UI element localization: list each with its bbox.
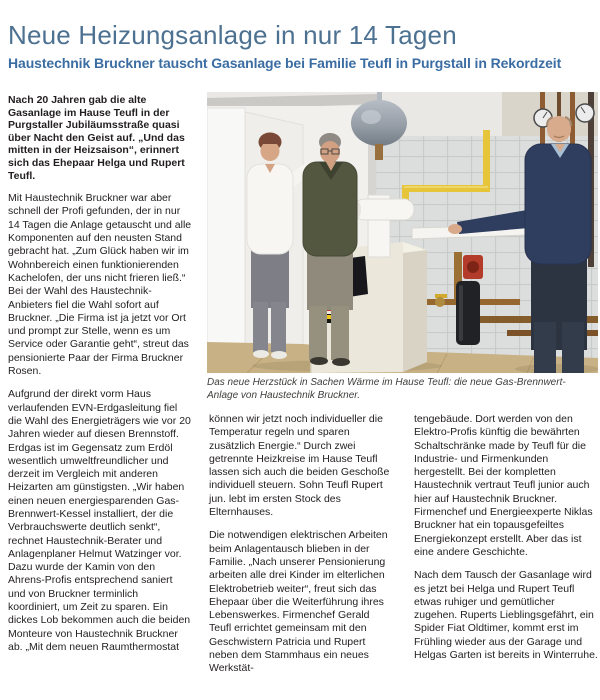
paragraph: können wir jetzt noch individueller die Temperatur regeln und sparen zusätzlich Energie.“ Durch zwei getrennte Heizkreise im Hause Teufl lassen sich auch die beiden Geschoße individuell steuern. Sohn Teufl Rupert jun. lebt im ersten Stock des Elternhauses. <box>209 413 390 519</box>
paragraph: Die notwendigen elektrischen Arbeiten beim Anlagentausch blieben in der Familie. „Nach unserer Pensionierung arbeiten alle drei Kinder im elterlichen Elektrobetrieb weiter“, freut sich das Ehepaar über die Weiterführung ihres Lebenswerkes. Firmenchef Gerald Teufl errichtet gemeinsam mit den Geschwistern Patricia und Rupert neben dem Stammhaus ein neues Werkstät- <box>209 529 388 675</box>
hand <box>448 224 462 234</box>
article-column-3 <box>414 413 598 672</box>
photo-caption: Das neue Herzstück in Sachen Wärme im Hause Teufl: die neue Gas-Brennwert-Anlage von Haustechnik Bruckner. <box>207 377 566 401</box>
article-header <box>8 20 594 72</box>
article-column-2 <box>209 413 393 686</box>
paragraph: Aufgrund der direkt vorm Haus verlaufenden EVN-Erdgasleitung fiel die Wahl des Energieträgers wie vor 20 Jahren wieder auf diesen Brennstoff. Erdgas ist im Gegensatz zum Erdöl wesentlich umweltfreundlicher und derzeit im Vergleich mit anderen Heizarten am günstigsten. „Wir haben einen neuen energiesparenden Gas-Brennwert-Kessel installiert, der die Verbrauchswerte deutlich senkt“, rechnet Haustechnik-Berater und Anlagenplaner Helmut Watzinger vor. Dazu wurde der Kamin von den Ahrens-Profis entsprechend saniert und von Bruckner terminlich koordiniert, um Zeit zu sparen. Ein dickes Lob bekommen auch die beiden Monteure von Haustechnik Bruckner ab. „Mit dem neuen Raumthermostat <box>8 388 191 653</box>
paragraph: Nach dem Tausch der Gasanlage wird es jetzt bei Helga und Rupert Teufl etwas ruhiger und gemütlicher zugehen. Ruperts Lieblingsgefährt, ein Spider Fiat Oldtimer, kommt erst im Frühling wieder aus der Garage und Helgas Garten ist bereits in Winterruhe. <box>414 569 598 662</box>
photo-door <box>207 108 245 354</box>
photo-illustration <box>207 92 598 373</box>
paragraph: Mit Haustechnik Bruckner war aber schnell der Profi gefunden, der in nur 14 Tagen die Anlage getauscht und alle Komponenten auf den neusten Stand gebracht hat. „Zum Glück haben wir im Wohnbereich einen funktionierenden Kachelofen, der uns nicht frieren ließ.“ Bei der Wahl des Haustechnik-Anbieters fiel die Wahl sofort auf Bruckner. „Die Firma ist ja jetzt vor Ort und prompt zur Stelle, wenn es um Service oder Garantie geht“, streut das pensionierte Paar der Firma Bruckner Rosen. <box>8 192 192 378</box>
article-column-1 <box>8 94 192 664</box>
lead-paragraph: Nach 20 Jahren gab die alte Gasanlage im Hause Teufl in der Purgstaller Jubiläumsstraße quasi über Nacht den Geist auf. „Und das mitten in der Heizsaison“, erinnert sich das Ehepaar Helga und Rupert Teufl. <box>8 94 185 182</box>
article-photo <box>207 92 598 373</box>
article-subtitle: Haustechnik Bruckner tauscht Gasanlage bei Familie Teufl in Purgstall in Rekordzeit <box>8 55 562 71</box>
paragraph: tengebäude. Dort werden von den Elektro-Profis künftig die bewährten Schaltschränke made by Teufl für die Industrie- und Firmenkunden hergestellt. Bei der kompletten Haustechnik vertraut Teufl junior auch hier auf Haustechnik Bruckner. Firmenchef und Energieexperte Niklas Bruckner hat ein topausgefeiltes Energiekonzept erstellt. Aber das ist eine andere Geschichte. <box>414 413 593 558</box>
face <box>320 141 340 163</box>
page-title: Neue Heizungsanlage in nur 14 Tagen <box>8 20 457 50</box>
